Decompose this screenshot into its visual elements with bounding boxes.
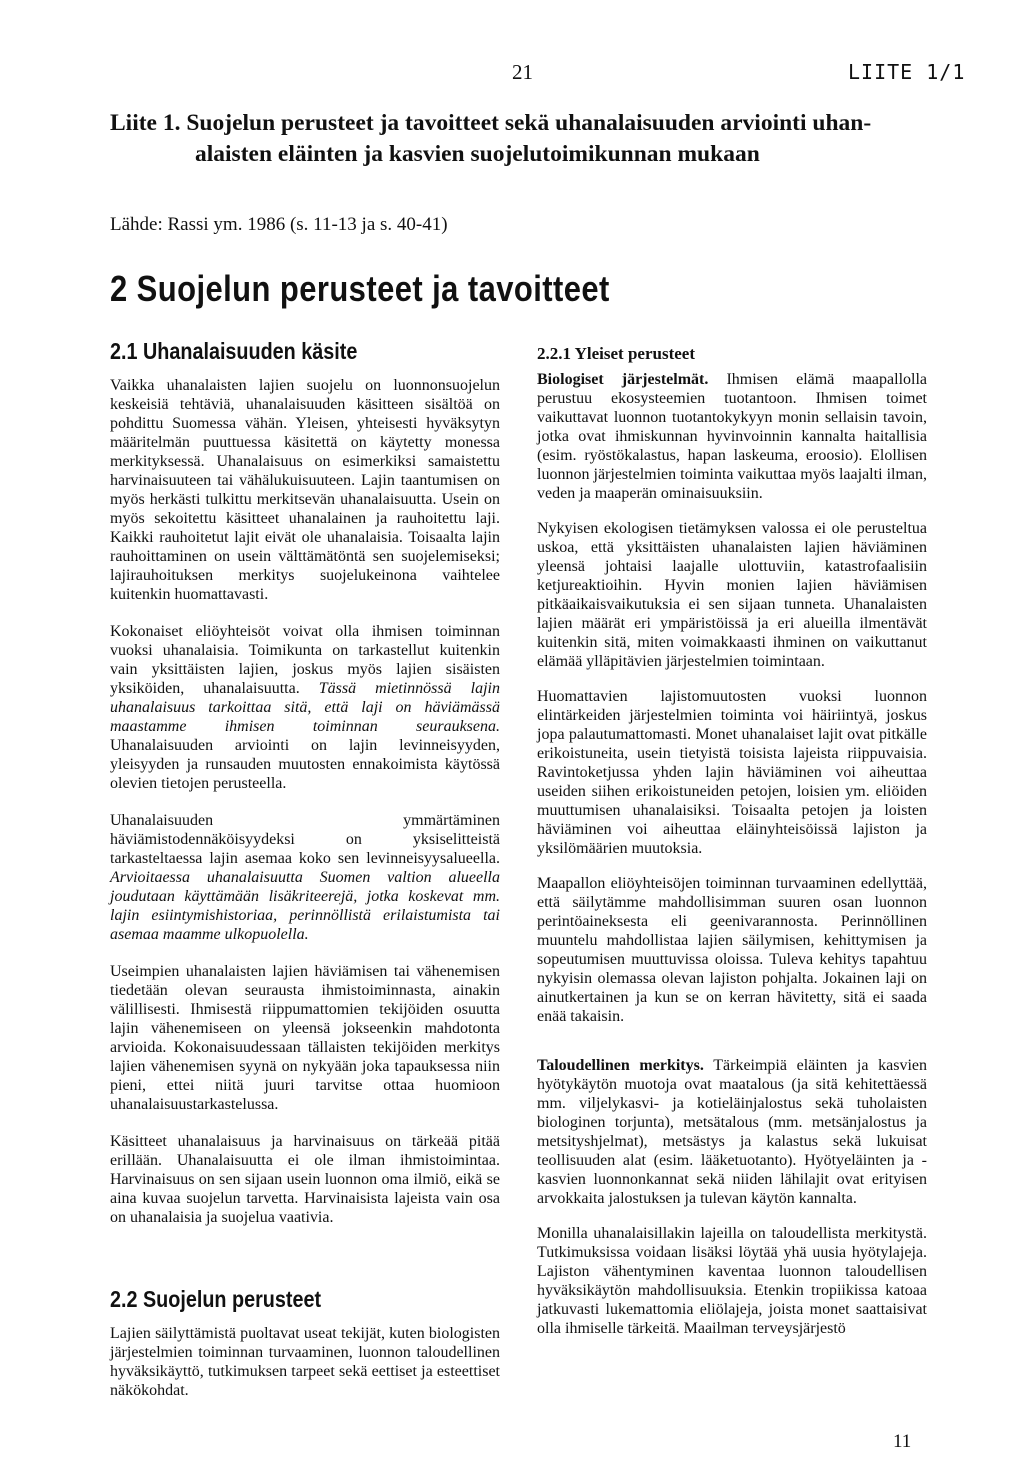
right-column-body: [537, 370, 927, 1338]
paragraph: [537, 1056, 927, 1208]
source-citation: Lähde: Rassi ym. 1986 (s. 11-13 ja s. 40-41): [110, 214, 448, 235]
italic-text: Arvioitaessa uhanalaisuutta Suomen valtion alueella joudutaan käyttämään lisäkriteerejä, jotka koskevat mm. lajin esiintymishistoriaa, perinnöllistä erilaistumista tai asemaa maamme ulkopuolella.: [110, 869, 500, 943]
text-run: Ihmisen elämä maapallolla perustuu ekosysteemien tuotantoon. Ihmisen toimet vaikuttavat luonnon tuotantokykyyn monin sellaisin tavoin, jotka ovat ihmiskunnan hyvinvoinnin kannalta haitallisia (esim. ryöstökalastus, hapan laskeuma, eroosio). Elollisen luonnon järjestelmien toiminta vaikuttaa myös laajalti ilman, veden ja maaperän ominaisuuksiin.: [537, 371, 928, 502]
paragraph: Maapallon eliöyhteisöjen toiminnan turvaaminen edellyttää, että säilytämme mahdollisimman suuren osan luonnon perintöaineksesta eli geenivarannosta. Perinnöllinen muuntelu mahdollistaa lajien säilymisen, kehittymisen ja sopeutumisen muuttuvissa oloissa. Tuleva kehitys tapahtuu nykyisin olemassa olevan lajiston pohjalta. Jokainen laji on ainutkertainen ja kun se on kerran hävitetty, sitä ei saada enää takaisin.: [537, 875, 927, 1025]
left-column-body: [110, 376, 500, 1227]
paragraph: Useimpien uhanalaisten lajien häviämisen tai vähenemisen tiedetään olevan seurausta ihmistoiminnasta, ainakin välillisesti. Ihmisestä riippumattomien tekijöiden osuutta lajin vähenemiseen on yleensä jokseenkin mahdotonta arvioida. Kokonaisuudessaan tällaisten tekijöiden merkitys lajien vähenemisen syynä on nykyään joka tapauksessa niin pieni, ettei niitä juuri tarvitse ottaa huomioon uhanalaisuustarkastelussa.: [110, 963, 500, 1113]
paragraph: Huomattavien lajistomuutosten vuoksi luonnon elintärkeiden järjestelmien toiminta voi häiriintyä, joskus jopa palautumattomasti. Monet uhanalaiset lajit ovat pitkälle erikoistuneita, usein tietyistä toisista lajeista riippuvaisia. Ravintoketjussa yhden lajin häviäminen voi aiheuttaa useiden siihen erikoistuneiden petojen, loisien ym. eliöiden muuttumisen uhanalaisiksi. Toisaalta petojen ja loisten häviäminen voi aiheuttaa eläinyhteisöissä lajiston ja yksilömäärien muutoksia.: [537, 688, 927, 857]
heading-2-2-1: 2.2.1 Yleiset perusteet: [537, 344, 695, 363]
heading-2-2: 2.2 Suojelun perusteet: [110, 1286, 322, 1312]
left-column-body-2: [110, 1324, 500, 1400]
text-run: Tärkeimpiä eläinten ja kasvien hyötykäytön muotoja ovat maatalous (ja sitä kehitettäessä mm. viljelykasvi- ja kotieläinjalostus sekä tuholaisten biologinen torjunta), metsätalous (mm. metsänjalostus ja metsityshjelmat), metsästys ja kalastus sekä lukuisat teollisuuden alat (esim. lääketuotanto). Hyötyeläinten ja -kasvien luonnonkannat sekä niiden lähilajit ovat erityisen arvokkaita jalostuksen ja tulevan käytön kannalta.: [537, 1057, 928, 1207]
document-title: [110, 108, 950, 170]
paragraph: Lajien säilyttämistä puoltavat useat tekijät, kuten biologisten järjestelmien toiminnan turvaaminen, luonnon taloudellinen hyväksikäyttö, tutkimuksen tarpeet sekä eettiset ja esteettiset näkökohdat.: [110, 1325, 500, 1399]
lead-term: Taloudellinen merkitys.: [537, 1057, 704, 1074]
text-run: Uhanalaisuuden ymmärtäminen häviämistodennäköisyydeksi on yksiselitteistä tarkasteltaessa lajin asemaa koko sen levinneisyysalueella.: [110, 812, 500, 867]
paragraph: Vaikka uhanalaisten lajien suojelu on luonnonsuojelun keskeisiä tehtäviä, uhanalaisuuden käsitteen sisältöä on pohdittu Suomessa vähän. Yleisen, yhteisesti hyväksytyn määritelmän puuttuessa käsitettä on käytetty monessa merkityksessä. Uhanalaisuus on esimerkiksi samaistettu harvinaisuuteen tai vähälukuisuuteen. Lajin taantumisen on myös herkästi tulkittu merkitsevän uhanalaisuutta. Usein on myös sekoitettu käsitteet uhanalainen ja rauhoitettu laji. Kaikki rauhoitetut lajit eivät ole uhanalaisia. Toisaalta lajin rauhoittaminen on usein välttämätöntä sen suojelemiseksi; lajirauhoituksen merkitys suojelukeinona vaihtelee kuitenkin huomattavasti.: [110, 377, 500, 603]
paragraph: Monilla uhanalaisillakin lajeilla on taloudellista merkitystä. Tutkimuksissa voidaan lisäksi löytää yhä uusia hyötylajeja. Lajiston vähentyminen kaventaa luonnon taloudellisen hyväksikäytön mahdollisuuksia. Etenkin tropiikissa katoaa jatkuvasti lukemattomia eliölajeja, joista monet saattaisivat olla ihmiselle tärkeitä. Maailman terveysjärjestö: [537, 1225, 927, 1337]
lead-term: Biologiset järjestelmät.: [537, 371, 709, 388]
text-run: Kokonaiset eliöyhteisöt voivat olla ihmisen toiminnan vuoksi uhanalaisia. Toimikunta on tarkastellut kuitenkin vain yksittäisten lajien, joskus myös lajien sisäisten yksiköiden, uhanalaisuutta.: [110, 623, 500, 697]
footer-page-number: 11: [893, 1431, 912, 1452]
page-number: 21: [512, 60, 533, 84]
paragraph: [537, 370, 927, 503]
section-heading: 2 Suojelun perusteet ja tavoitteet: [110, 268, 610, 309]
heading-2-1: 2.1 Uhanalaisuuden käsite: [110, 338, 358, 364]
paragraph: Nykyisen ekologisen tietämyksen valossa ei ole perusteltua uskoa, että yksittäisten uhanalaisten lajien häviäminen yleensä johtaisi laajalle ulottuviin, katastrofaalisiin ketjureaktioihin. Hyvin monien lajien häviämisen pitkäaikaisvaikutuksia ei sen sijaan tunneta. Uhanalaisten lajien määrät eri ympäristöissä ja eri alueilla ilmentävät kuitenkin sitä, miten voimakkaasti ihminen on vaikuttanut elämää ylläpitävien järjestelmien toimintaan.: [537, 520, 927, 670]
text-run: Uhanalaisuuden arviointi on lajin levinneisyyden, yleisyyden ja runsauden muutosten ennakoimista käytössä olevien tietojen perusteella.: [110, 737, 500, 792]
paragraph: [110, 622, 500, 793]
appendix-label: LIITE 1/1: [848, 60, 966, 84]
paragraph: Käsitteet uhanalaisuus ja harvinaisuus on tärkeää pitää erillään. Uhanalaisuutta ei ole ilman ihmistoimintaa. Harvinaisuus on sen sijaan usein luonnon oma ilmiö, eikä se aina kuvaa suojelun tarvetta. Harvinaisista lajeista vain osa on uhanalaisia ja suojelua vaativia.: [110, 1133, 500, 1226]
title-line-1: Liite 1. Suojelun perusteet ja tavoitteet sekä uhanalaisuuden arviointi uhan-: [110, 110, 872, 136]
italic-text: Tässä mietinnössä lajin uhanalaisuus tarkoittaa sitä, että laji on häviämässä maastamme ihmisen toiminnan seurauksena.: [110, 680, 500, 735]
title-line-2: alaisten eläinten ja kasvien suojelutoimikunnan mukaan: [195, 141, 760, 167]
paragraph: [110, 811, 500, 944]
